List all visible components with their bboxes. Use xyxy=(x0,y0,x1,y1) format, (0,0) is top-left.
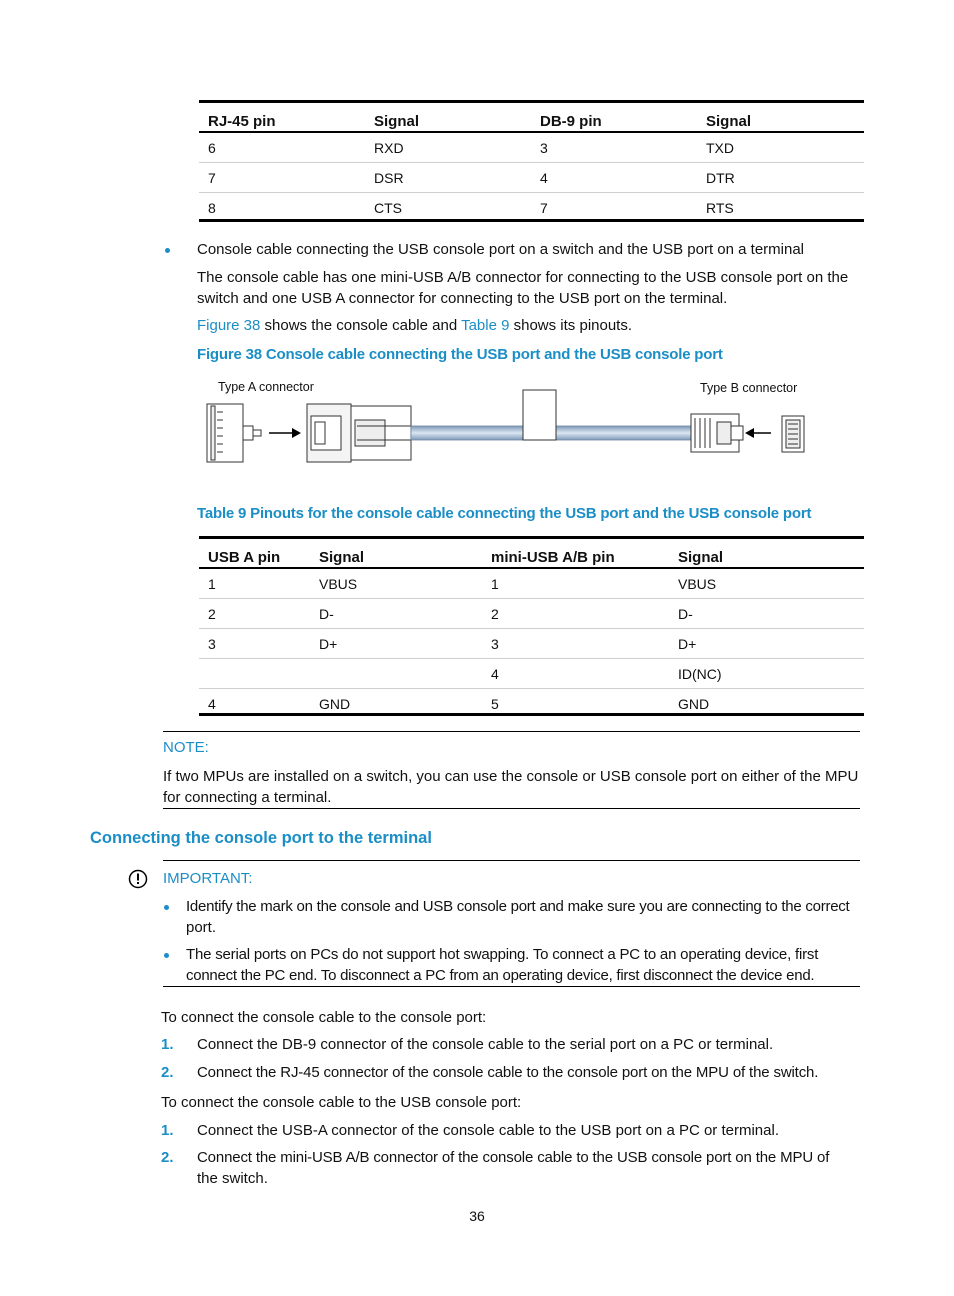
table-cell: 5 xyxy=(482,689,669,719)
table-cell: 8 xyxy=(199,193,365,223)
table-cell: 1 xyxy=(199,568,310,599)
table-cell: 7 xyxy=(531,193,697,223)
important-item: Identify the mark on the console and USB console port and make sure you are connecting to the correct xyxy=(186,898,850,915)
figure-38-link[interactable]: Figure 38 xyxy=(197,317,261,334)
procedure-intro: To connect the console cable to the console port: xyxy=(161,1009,487,1026)
table-row xyxy=(199,132,864,163)
table-cell xyxy=(310,659,482,689)
mini-usb-plug-icon xyxy=(691,414,743,452)
type-b-connector-label: Type B connector xyxy=(700,381,798,395)
important-item: connect the PC end. To disconnect a PC from an operating device, first disconnect the device end. xyxy=(186,967,815,984)
table-caption: Table 9 Pinouts for the console cable connecting the USB port and the USB console port xyxy=(197,505,812,522)
table-row xyxy=(199,629,864,659)
procedure-intro: To connect the console cable to the USB console port: xyxy=(161,1094,522,1111)
paragraph-line: The console cable has one mini-USB A/B connector for connecting to the USB console port on the xyxy=(197,269,849,286)
table-cell: RTS xyxy=(697,193,864,223)
table-cell: 4 xyxy=(482,659,669,689)
usb-a-plug-icon xyxy=(307,404,411,462)
arrow-left-icon xyxy=(745,428,771,438)
note-bottom-rule xyxy=(163,808,860,809)
step-text: the switch. xyxy=(197,1170,268,1187)
figure-caption: Figure 38 Console cable connecting the USB port and the USB console port xyxy=(197,346,723,363)
usb-pinout-table xyxy=(199,539,864,718)
important-bottom-rule xyxy=(163,986,860,987)
bullet-title: Console cable connecting the USB console port on a switch and the USB port on a terminal xyxy=(197,241,805,258)
table-cell: VBUS xyxy=(310,568,482,599)
table-9-link[interactable]: Table 9 xyxy=(461,317,510,334)
ferrite-core xyxy=(523,390,556,440)
console-cable-figure xyxy=(197,376,817,471)
warning-icon xyxy=(128,869,148,889)
step-number: 1. xyxy=(161,1122,174,1139)
reference-text: shows the console cable and xyxy=(260,317,462,334)
table-cell: GND xyxy=(669,689,864,719)
step-text: Connect the USB-A connector of the console cable to the USB port on a PC or terminal. xyxy=(197,1122,779,1139)
table-cell: D+ xyxy=(310,629,482,659)
column-header: RJ-45 pin xyxy=(208,113,276,130)
reference-paragraph xyxy=(197,315,632,336)
table-cell: 3 xyxy=(199,629,310,659)
step-text: Connect the DB-9 connector of the console cable to the serial port on a PC or terminal. xyxy=(197,1036,774,1053)
note-top-rule xyxy=(163,731,860,732)
table-header-row xyxy=(199,539,864,568)
table-cell: DSR xyxy=(365,163,531,193)
important-item: The serial ports on PCs do not support hot swapping. To connect a PC to an operating device, first xyxy=(186,946,819,963)
step-number: 1. xyxy=(161,1036,174,1053)
table-row xyxy=(199,599,864,629)
important-label: IMPORTANT: xyxy=(163,870,253,887)
important-top-rule xyxy=(163,860,860,861)
table-header-row xyxy=(199,103,864,132)
column-header: Signal xyxy=(678,549,724,566)
table-cell: RXD xyxy=(365,132,531,163)
arrow-right-icon xyxy=(269,428,301,438)
note-text: If two MPUs are installed on a switch, you can use the console or USB console port on either of the MPU xyxy=(163,768,859,785)
table-cell: 7 xyxy=(199,163,365,193)
bullet-icon xyxy=(165,248,170,253)
rj45-db9-pinout-table xyxy=(199,103,864,222)
table-cell: ID(NC) xyxy=(669,659,864,689)
reference-text: shows its pinouts. xyxy=(509,317,633,334)
step-number: 2. xyxy=(161,1149,174,1166)
table-row xyxy=(199,659,864,689)
table-cell xyxy=(199,659,310,689)
table-cell: CTS xyxy=(365,193,531,223)
mini-usb-port-icon xyxy=(782,416,804,452)
table-cell: D+ xyxy=(669,629,864,659)
column-header: USB A pin xyxy=(208,549,281,566)
page-number: 36 xyxy=(469,1208,485,1224)
table-cell: 4 xyxy=(531,163,697,193)
step-text: Connect the mini-USB A/B connector of the console cable to the USB console port on the MPU of xyxy=(197,1149,830,1166)
table-bottom-border xyxy=(199,713,864,716)
table-cell: 2 xyxy=(199,599,310,629)
table-row xyxy=(199,193,864,223)
column-header: Signal xyxy=(706,113,752,130)
table-cell: VBUS xyxy=(669,568,864,599)
table-bottom-border xyxy=(199,219,864,222)
bullet-icon xyxy=(164,905,169,910)
table-cell: D- xyxy=(669,599,864,629)
section-heading: Connecting the console port to the terminal xyxy=(90,829,432,847)
table-row xyxy=(199,163,864,193)
column-header: DB-9 pin xyxy=(540,113,602,130)
table-cell: 6 xyxy=(199,132,365,163)
column-header: Signal xyxy=(319,549,365,566)
table-cell: DTR xyxy=(697,163,864,193)
paragraph-line: switch and one USB A connector for connecting to the USB port on the terminal. xyxy=(197,290,728,307)
step-text: Connect the RJ-45 connector of the console cable to the console port on the MPU of the switch. xyxy=(197,1064,819,1081)
table-cell: D- xyxy=(310,599,482,629)
note-label: NOTE: xyxy=(163,739,209,756)
table-row xyxy=(199,568,864,599)
type-a-connector-label: Type A connector xyxy=(218,380,314,394)
column-header: Signal xyxy=(374,113,420,130)
table-cell: 2 xyxy=(482,599,669,629)
bullet-icon xyxy=(164,953,169,958)
table-cell: 3 xyxy=(482,629,669,659)
note-text: for connecting a terminal. xyxy=(163,789,332,806)
usb-cable-illustration xyxy=(197,376,817,471)
table-cell: 1 xyxy=(482,568,669,599)
important-item: port. xyxy=(186,919,217,936)
table-cell: 3 xyxy=(531,132,697,163)
step-number: 2. xyxy=(161,1064,174,1081)
usb-a-port-icon xyxy=(207,404,261,462)
table-cell: TXD xyxy=(697,132,864,163)
table-cell: 4 xyxy=(199,689,310,719)
table-cell: GND xyxy=(310,689,482,719)
column-header: mini-USB A/B pin xyxy=(491,549,615,566)
